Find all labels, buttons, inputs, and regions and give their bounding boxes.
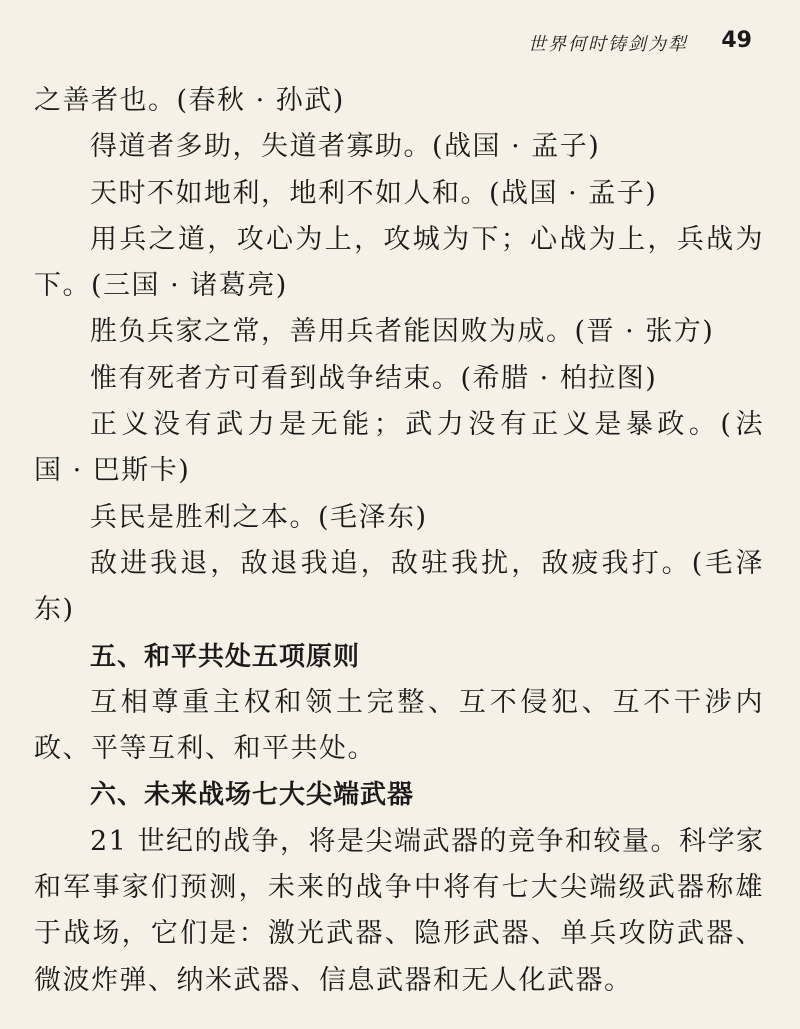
quote-line: 惟有死者方可看到战争结束。(希腊 · 柏拉图): [90, 362, 658, 394]
page-body: [34, 78, 764, 1004]
running-header-title: 世界何时铸剑为犁: [528, 34, 688, 55]
quote-line-continued: 下。(三国 · 诸葛亮): [34, 270, 288, 302]
quote-line: 敌进我退，敌退我追，敌驻我扰，敌疲我打。(毛泽: [90, 547, 764, 579]
quote-line: 兵民是胜利之本。(毛泽东): [90, 501, 428, 533]
paragraph-line: 于战场，它们是：激光武器、隐形武器、单兵攻防武器、: [34, 918, 764, 950]
section-heading: 五、和平共处五项原则: [90, 641, 361, 672]
quote-line: 正义没有武力是无能；武力没有正义是暴政。(法: [90, 409, 764, 441]
paragraph-line: 和军事家们预测，未来的战争中将有七大尖端级武器称雄: [34, 872, 764, 904]
paragraph-line: 政、平等互利、和平共处。: [34, 733, 376, 765]
quote-line: 得道者多助，失道者寡助。(战国 · 孟子): [90, 131, 601, 163]
paragraph-line: 互相尊重主权和领土完整、互不侵犯、互不干涉内: [90, 686, 764, 718]
quote-line: 胜负兵家之常，善用兵者能因败为成。(晋 · 张方): [90, 316, 715, 348]
page-number: 49: [721, 28, 752, 53]
paragraph-line: 微波炸弹、纳米武器、信息武器和无人化武器。: [34, 964, 633, 996]
text-line: 之善者也。(春秋 · 孙武): [34, 85, 345, 116]
quote-line-continued: 东): [34, 594, 75, 626]
paragraph-line: 21 世纪的战争，将是尖端武器的竞争和较量。科学家: [90, 825, 765, 857]
running-header: [0, 28, 800, 58]
quote-line: 用兵之道，攻心为上，攻城为下；心战为上，兵战为: [90, 223, 764, 255]
quote-line-continued: 国 · 巴斯卡): [34, 455, 191, 487]
section-heading: 六、未来战场七大尖端武器: [90, 780, 415, 811]
quote-line: 天时不如地利，地利不如人和。(战国 · 孟子): [90, 177, 658, 209]
